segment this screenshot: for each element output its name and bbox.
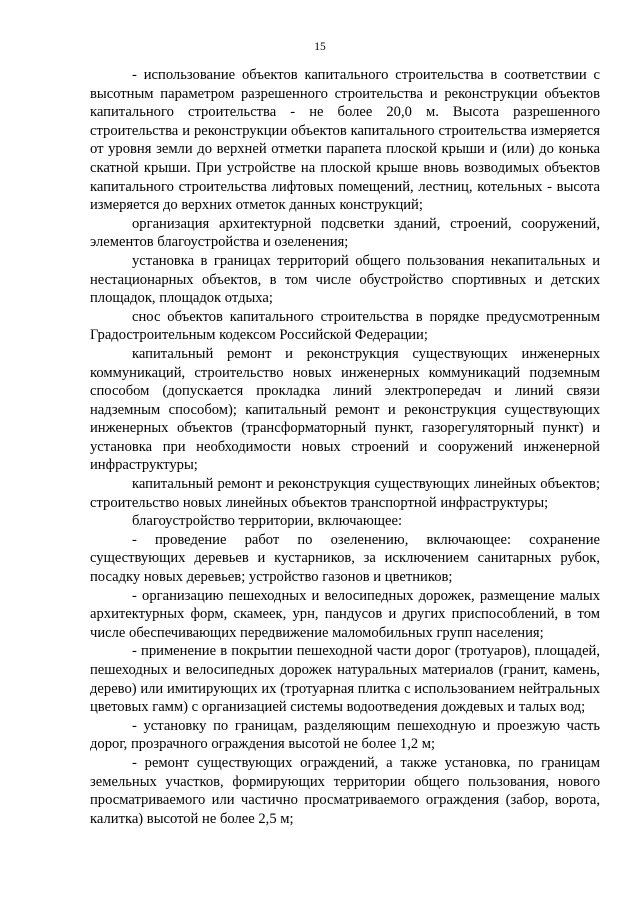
paragraph-greening: - проведение работ по озеленению, включающее: сохранение существующих деревьев и кустарников, за исключением санитарных рубок, посадку новых деревьев; устройство газонов и цветников; xyxy=(90,531,600,586)
paragraph-engineering-networks: капитальный ремонт и реконструкция существующих инженерных коммуникаций, строительство новых инженерных коммуникаций подземным способом (допускается прокладка линий электропередач и линий связи надземным способом); капитальный ремонт и реконструкция существующих инженерных объектов (трансформаторный пункт, газорегуляторный пункт) и установка при необходимости новых строений и сооружений инженерной инфраструктуры; xyxy=(90,345,600,474)
paragraph-non-capital-objects: установка в границах территорий общего пользования некапитальных и нестационарных объектов, в том числе обустройство спортивных и детских площадок, площадок отдыха; xyxy=(90,252,600,307)
paragraph-fence-repair: - ремонт существующих ограждений, а также установка, по границам земельных участков, формирующих территории общего пользования, нового просматриваемого или частично просматриваемого ограждения (забор, ворота, калитка) высотой не более 2,5 м; xyxy=(90,754,600,827)
paragraph-paving: - применение в покрытии пешеходной части дорог (тротуаров), площадей, пешеходных и велосипедных дорожек натуральных материалов (гранит, камень, дерево) или имитирующих их (тротуарная плитка с использованием нейтральных цветовых гамм) с организацией системы водоотведения дождевых и талых вод; xyxy=(90,643,600,716)
paragraph-road-fencing: - установку по границам, разделяющим пешеходную и проезжую часть дорог, прозрачного ограждения высотой не более 1,2 м; xyxy=(90,717,600,753)
paragraph-demolition: снос объектов капитального строительства в порядке предусмотренным Градостроительным кодексом Российской Федерации; xyxy=(90,308,600,344)
paragraph-linear-objects: капитальный ремонт и реконструкция существующих линейных объектов; строительство новых линейных объектов транспортной инфраструктуры; xyxy=(90,476,600,511)
paragraph-paths: - организацию пешеходных и велосипедных дорожек, размещение малых архитектурных форм, скамеек, урн, пандусов и других приспособлений, в том числе обеспечивающих передвижение маломобильных групп населения; xyxy=(90,587,600,641)
paragraph-lighting: организация архитектурной подсветки зданий, строений, сооружений, элементов благоустройства и озеленения; xyxy=(90,215,600,251)
document-body xyxy=(90,66,600,828)
paragraph-height-limit: - использование объектов капитального строительства в соответствии с высотным параметром разрешенного строительства и реконструкции объектов капитального строительства - не более 20,0 м. Высота разрешенного строительства и реконструкции объектов капитального строительства измеряется от уровня земли до верхней отметки парапета плоской крыши и (или) до конька скатной крыши. При устройстве на плоской крыше вновь возводимых объектов капитального строительства лифтовых помещений, лестниц, котельных - высота измеряется до верхних отметок данных конструкций; xyxy=(90,67,600,214)
paragraph-landscaping-heading: благоустройство территории, включающее: xyxy=(132,513,403,530)
page-number: 15 xyxy=(314,41,326,53)
